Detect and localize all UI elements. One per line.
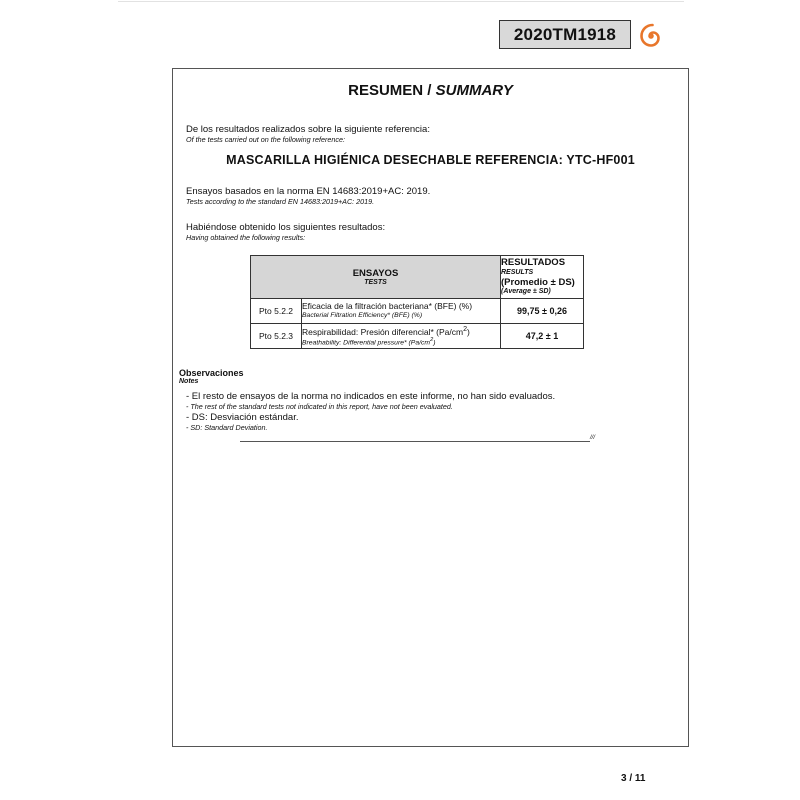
row-description-en-text: Breathability: Differential pressure* (Pa/cm <box>302 339 431 347</box>
row-description-es <box>302 325 500 338</box>
results-intro-es: Habiéndose obtenido los siguientes resultados: <box>186 222 386 233</box>
note-2-es: - DS: Desviación estándar. <box>186 412 299 423</box>
row-description-en <box>302 337 500 347</box>
results-sub-es: (Promedio ± DS) <box>501 277 575 288</box>
row-clause: Pto 5.2.2 <box>251 299 302 324</box>
table-row <box>251 324 584 349</box>
results-header-en: RESULTS <box>501 268 534 276</box>
top-divider <box>118 1 684 2</box>
observations-title-es: Observaciones <box>179 368 244 378</box>
row-value: 99,75 ± 0,26 <box>501 299 584 324</box>
report-id: 2020TM1918 <box>513 24 617 44</box>
title-es: RESUMEN <box>348 82 424 99</box>
results-header <box>501 256 584 299</box>
product-reference: MASCARILLA HIGIÉNICA DESECHABLE REFERENCIA: YTC-HF001 <box>226 153 635 167</box>
row-value: 47,2 ± 1 <box>501 324 584 349</box>
note-2-en: - SD: Standard Deviation. <box>186 423 268 432</box>
row-description-en-tail: ) <box>433 339 436 347</box>
spiral-logo-icon <box>637 22 665 50</box>
superscript: 2 <box>463 324 468 333</box>
row-description <box>302 324 501 349</box>
observations-title-en: Notes <box>179 378 199 385</box>
row-clause: Pto 5.2.3 <box>251 324 302 349</box>
end-mark: /// <box>590 435 596 441</box>
results-header-es: RESULTADOS <box>501 257 566 269</box>
table-header-row <box>251 256 584 299</box>
page-number: 3 / 11 <box>621 773 646 784</box>
intro-es: De los resultados realizados sobre la siguiente referencia: <box>186 124 430 135</box>
row-description-en: Bacterial Filtration Efficiency* (BFE) (%) <box>302 311 423 319</box>
tests-header-en: TESTS <box>364 279 387 286</box>
row-description <box>302 299 501 324</box>
title-separator: / <box>423 82 436 99</box>
standard-es: Ensayos basados en la norma EN 14683:2019+AC: 2019. <box>186 186 431 197</box>
results-intro-en: Having obtained the following results: <box>186 233 306 242</box>
standard-en: Tests according to the standard EN 14683:2019+AC: 2019. <box>186 197 375 206</box>
row-description-es-text: Respirabilidad: Presión diferencial* (Pa/cm <box>302 326 464 337</box>
page-title <box>172 82 689 99</box>
superscript: 2 <box>430 337 434 344</box>
end-of-content-line <box>240 441 590 442</box>
note-1-en: - The rest of the standard tests not indicated in this report, have not been evaluated. <box>186 402 453 411</box>
title-en: SUMMARY <box>435 82 513 99</box>
report-id-box <box>499 20 631 49</box>
table-row <box>251 299 584 324</box>
tests-header <box>251 256 501 299</box>
tests-header-es: ENSAYOS <box>352 268 399 279</box>
intro-en: Of the tests carried out on the following reference: <box>186 135 346 144</box>
results-table <box>250 255 584 349</box>
row-description-es-tail: ) <box>467 326 470 337</box>
note-1-es: - El resto de ensayos de la norma no indicados en este informe, no han sido evaluados. <box>186 391 556 402</box>
row-description-es: Eficacia de la filtración bacteriana* (BFE) (%) <box>302 301 473 312</box>
results-sub-en: (Average ± SD) <box>501 288 551 296</box>
